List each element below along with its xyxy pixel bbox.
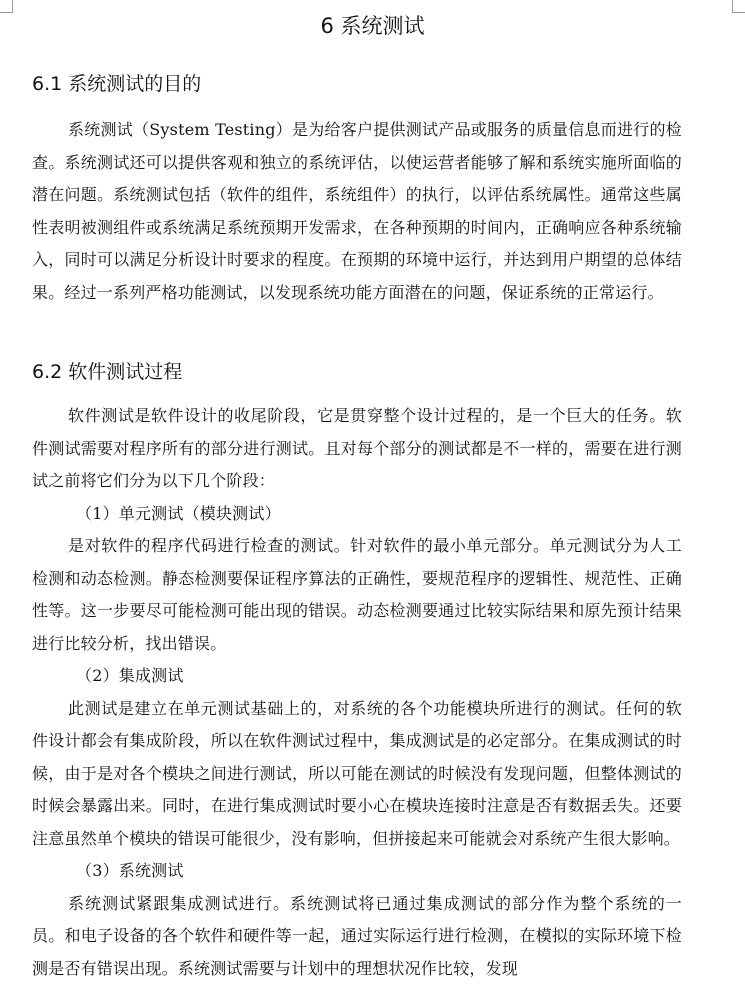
stage-text-system-test: 系统测试紧跟集成测试进行。系统测试将已通过集成测试的部分作为整个系统的一员。和电子设备的各个软件和硬件等一起，通过实际运行进行检测，在模拟的实际环境下检测是否有错误出现。系统测试需要与计划中的理想状况作比较，发现 [32,893,682,978]
paragraph-intro: 软件测试是软件设计的收尾阶段，它是贯穿整个设计过程的，是一个巨大的任务。软件测试需要对程序所有的部分进行测试。且对每个部分的测试都是不一样的，需要在进行测试之前将它们分为以下几个阶段： [32,406,682,490]
stage-heading-unit-test: （1）单元测试（模块测试） [76,503,281,523]
stage-heading-integration-test: （2）集成测试 [76,666,184,685]
section-6-2-body [32,400,682,985]
stage-heading-system-test: （3）系统测试 [76,861,184,880]
section-heading-6-1: 6.1 系统测试的目的 [32,73,202,95]
section-6-1-body [32,114,682,309]
stage-text-integration-test: 此测试是建立在单元测试基础上的，对系统的各个功能模块所进行的测试。任何的软件设计都会有集成阶段，所以在软件测试过程中，集成测试是的必定部分。在集成测试的时候，由于是对各个模块之间进行测试，所以可能在测试的时候没有发现问题，但整体测试的时候会暴露出来。同时，在进行集成测试时要小心在模块连接时注意是否有数据丢失。还要注意虽然单个模块的错误可能很少，没有影响，但拼接起来可能就会对系统产生很大影响。 [32,698,682,848]
paragraph: 系统测试（System Testing）是为给客户提供测试产品或服务的质量信息而进行的检查。系统测试还可以提供客观和独立的系统评估，以使运营者能够了解和系统实施所面临的潜在问题。系统测试包括（软件的组件，系统组件）的执行，以评估系统属性。通常这些属性表明被测组件或系统满足系统预期开发需求，在各种预期的时间内，正确响应各种系统输入，同时可以满足分析设计时要求的程度。在预期的环境中运行，并达到用户期望的总体结果。经过一系列严格功能测试，以发现系统功能方面潜在的问题，保证系统的正常运行。 [32,120,682,302]
stage-text-unit-test: 是对软件的程序代码进行检查的测试。针对软件的最小单元部分。单元测试分为人工检测和动态检测。静态检测要保证程序算法的正确性，要规范程序的逻辑性、规范性、正确性等。这一步要尽可能检测可能出现的错误。动态检测要通过比较实际结果和原先预计结果进行比较分析，找出错误。 [32,536,682,653]
chapter-title: 6 系统测试 [320,14,425,38]
section-heading-6-2: 6.2 软件测试过程 [32,361,183,383]
